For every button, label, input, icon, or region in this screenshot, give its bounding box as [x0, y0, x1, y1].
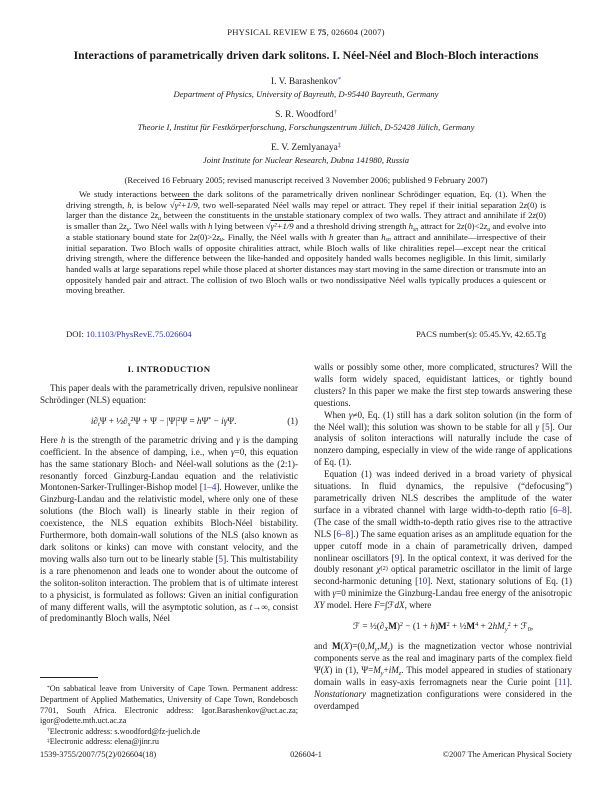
author-footnote-mark[interactable]: * — [337, 76, 342, 84]
citation-link[interactable]: 1–4 — [202, 482, 217, 493]
doi-label: DOI: — [66, 329, 87, 339]
citation-link[interactable]: 11 — [557, 676, 567, 687]
paragraph: Here h is the strength of the parametric driving and γ is the damping coefficient. In the absence of damping, i.e., when γ=0, this equation has the same stationary Bloch- and Néel-wall solutions as the (2:1)-resonantly forced Ginzburg-Landau equation and the relativistic Montonen-Sarker-Trullinger-Bishop model [1–4]. However, unlike the Ginzburg-Landau and the relativistic model, where only one of these solutions (the Bloch wall) is linearly stable in their region of coexistence, the NLS equation exhibits Bloch-Néel bistability. Furthermore, both domain-wall solutions of the NLS (also known as dark solitons or kinks) can move with constant velocity, and the moving walls also turn out to be linearly stable [5]. This multistability is a rare phenomenon and leads one to wonder about the outcome of the soliton-soliton interaction. The problem that is of ultimate interest to a physicist, is formulated as follows: Given an initial configuration of many different walls, will the asymptotic solution, as t→∞, consist of predominantly Bloch walls, Néel — [40, 434, 299, 624]
left-column — [40, 362, 298, 748]
author-footnote-mark[interactable]: † — [333, 109, 337, 117]
citation-link[interactable]: 6–8 — [553, 504, 567, 515]
equation-1-body: $i\partial t\Psi + \frac{1}{2}\partial x^2\Psi + \Psi - |\Psi|^2\Psi = h\Psi^* - i\gamma\Psi$. — [90, 415, 237, 428]
citation-link[interactable]: 10 — [418, 576, 428, 587]
doi — [66, 329, 192, 339]
equation-1 — [40, 416, 298, 426]
citation-link[interactable]: 5 — [545, 421, 550, 432]
equation-1-number: (1) — [287, 415, 298, 426]
received-line: (Received 16 February 2005; revised manuscript received 3 November 2006; published 9 February 2007) — [124, 175, 488, 185]
citation-link[interactable]: 6–8 — [336, 528, 351, 539]
section-heading-introduction: I. INTRODUCTION — [127, 364, 211, 374]
equation-2 — [314, 621, 572, 632]
footnote: *On sabbatical leave from University of Cape Town. Permanent address: Department of Applied Mathematics, University of Cape Town, Rondebosch 7701, South Africa. Electronic address: Igor.Barashenkov@uct.ac.za; igor@odette.mth.uct.ac.za — [40, 684, 298, 726]
page-footer — [40, 750, 572, 762]
abstract: We study interactions between the dark solitons of the parametrically driven nonlinear Schrödinger equation, Eq. (1). When the driving strength, h, is below √γ²+1/9, two well-separated Néel walls may repel or attract. They repel if their initial separation 2z(0) is larger than the distance 2zu between the constituents in the unstable stationary complex of two walls. They attract and annihilate if 2z(0) is smaller than 2zu. Two Néel walls with h lying between √γ²+1/9 and a threshold driving strength hsn attract for 2z(0)<2zu and evolve into a stable stationary bound state for 2z(0)>2zu. Finally, the Néel walls with h greater than hsn attract and annihilate—irrespective of their initial separation. Two Bloch walls of opposite chiralities attract, while Bloch walls of like chiralities repel—except near the critical driving strength, where the difference between the like-handed and oppositely handed walls becomes negligible. In this limit, similarly handed walls at large separations repel while those placed at shorter distances may start moving in the same direction or transmute into an oppositely handed pair and attract. The collision of two Bloch walls or two nondissipative Néel walls typically produces a quiescent or moving breather. — [66, 189, 546, 296]
right-column — [314, 362, 572, 748]
citation-link[interactable]: 5 — [218, 553, 224, 564]
paragraph: When γ≠0, Eq. (1) still has a dark soliton solution (in the form of the Néel wall); this solution was shown to be stable for all γ [5]. Our analysis of soliton interactions will naturally include the case of nonzero damping, especially in view of the wide range of applications of Eq. (1). — [314, 409, 572, 468]
paper-title: Interactions of parametrically driven dark solitons. I. Néel-Néel and Bloch-Bloch interactions — [73, 49, 539, 62]
author-name: I. V. Barashenkov* — [270, 76, 342, 87]
footnote: †Electronic address: s.woodford@fz-juelich.de — [47, 726, 201, 736]
author-block — [40, 142, 572, 166]
equation-2-body: ℱ = $\frac{1}{2}(\partial XM)^2 - (1 + h)M^2$ + $\frac{1}{2}M^4 + 2hMy^2$ + ℱ0, — [352, 621, 534, 633]
paragraph: and M(X)=(0,My,Mz) is the magnetization vector whose nontrivial components serve as the real and imaginary parts of the complex field Ψ(X) in (1), Ψ=My+iMz. This model appeared in studies of stationary domain walls in easy-axis ferromagnets near the Curie point [11]. Nonstationary magnetization configurations were considered in the overdamped — [314, 641, 573, 711]
author-affiliation: Theorie I, Institut für Festkörperforschung, Forschungszentrum Jülich, D-52428 Jülich, Germany — [137, 122, 475, 132]
journal-header: PHYSICAL REVIEW E 75, 026604 (2007) — [227, 27, 385, 37]
copyright-notice: ©2007 The American Physical Society — [442, 750, 572, 759]
issn-code: 1539-3755/2007/75(2)/026604(18) — [40, 750, 157, 759]
author-affiliation: Department of Physics, University of Bayreuth, D-95440 Bayreuth, Germany — [173, 89, 439, 99]
page-number: 026604-1 — [290, 750, 322, 759]
author-name: S. R. Woodford† — [275, 109, 337, 120]
pacs-numbers: PACS number(s): 05.45.Yv, 42.65.Tg — [415, 329, 546, 339]
footnote-rule — [40, 677, 98, 678]
doi-pacs-row — [66, 329, 546, 339]
author-affiliation: Joint Institute for Nuclear Research, Dubna 141980, Russia — [202, 155, 410, 165]
paragraph: Equation (1) was indeed derived in a broad variety of physical situations. In fluid dynamics, the repulsive (“defocusing”) parametrically driven NLS describes the amplitude of the water surface in a vibrated channel with large width-to-depth ratio [6–8]. (The case of the small width-to-depth ratio gives rise to the attractive NLS [6–8].) The same equation arises as an amplitude equation for the upper cutoff mode in a chain of parametrically driven, damped nonlinear oscillators [9]. In the optical context, it was derived for the doubly resonant $\chi^{(2)}$ optical parametric oscillator in the limit of large second-harmonic detuning [10]. Next, stationary solutions of Eq. (1) with γ=0 minimize the Ginzburg-Landau free energy of the anisotropic XY model. Here F=∫ℱdX, where — [314, 469, 573, 611]
author-list — [40, 76, 572, 185]
paragraph: This paper deals with the parametrically driven, repulsive nonlinear Schrödinger (NLS) equation: — [40, 383, 298, 405]
footnotes — [40, 677, 298, 748]
citation-link[interactable]: 9 — [394, 552, 400, 563]
author-name: E. V. Zemlyanaya‡ — [270, 142, 341, 153]
author-block — [40, 109, 572, 133]
author-block — [40, 76, 572, 100]
author-footnote-mark[interactable]: ‡ — [337, 142, 341, 150]
paragraph: walls or possibly some other, more complicated, structures? Will the walls form widely spaced, equidistant lattices, or tightly bound clusters? In this paper we make the first step towards answering these questions. — [314, 362, 572, 408]
doi-link[interactable]: 10.1103/PhysRevE.75.026604 — [86, 329, 192, 339]
footnote: ‡Electronic address: elena@jinr.ru — [47, 737, 159, 747]
